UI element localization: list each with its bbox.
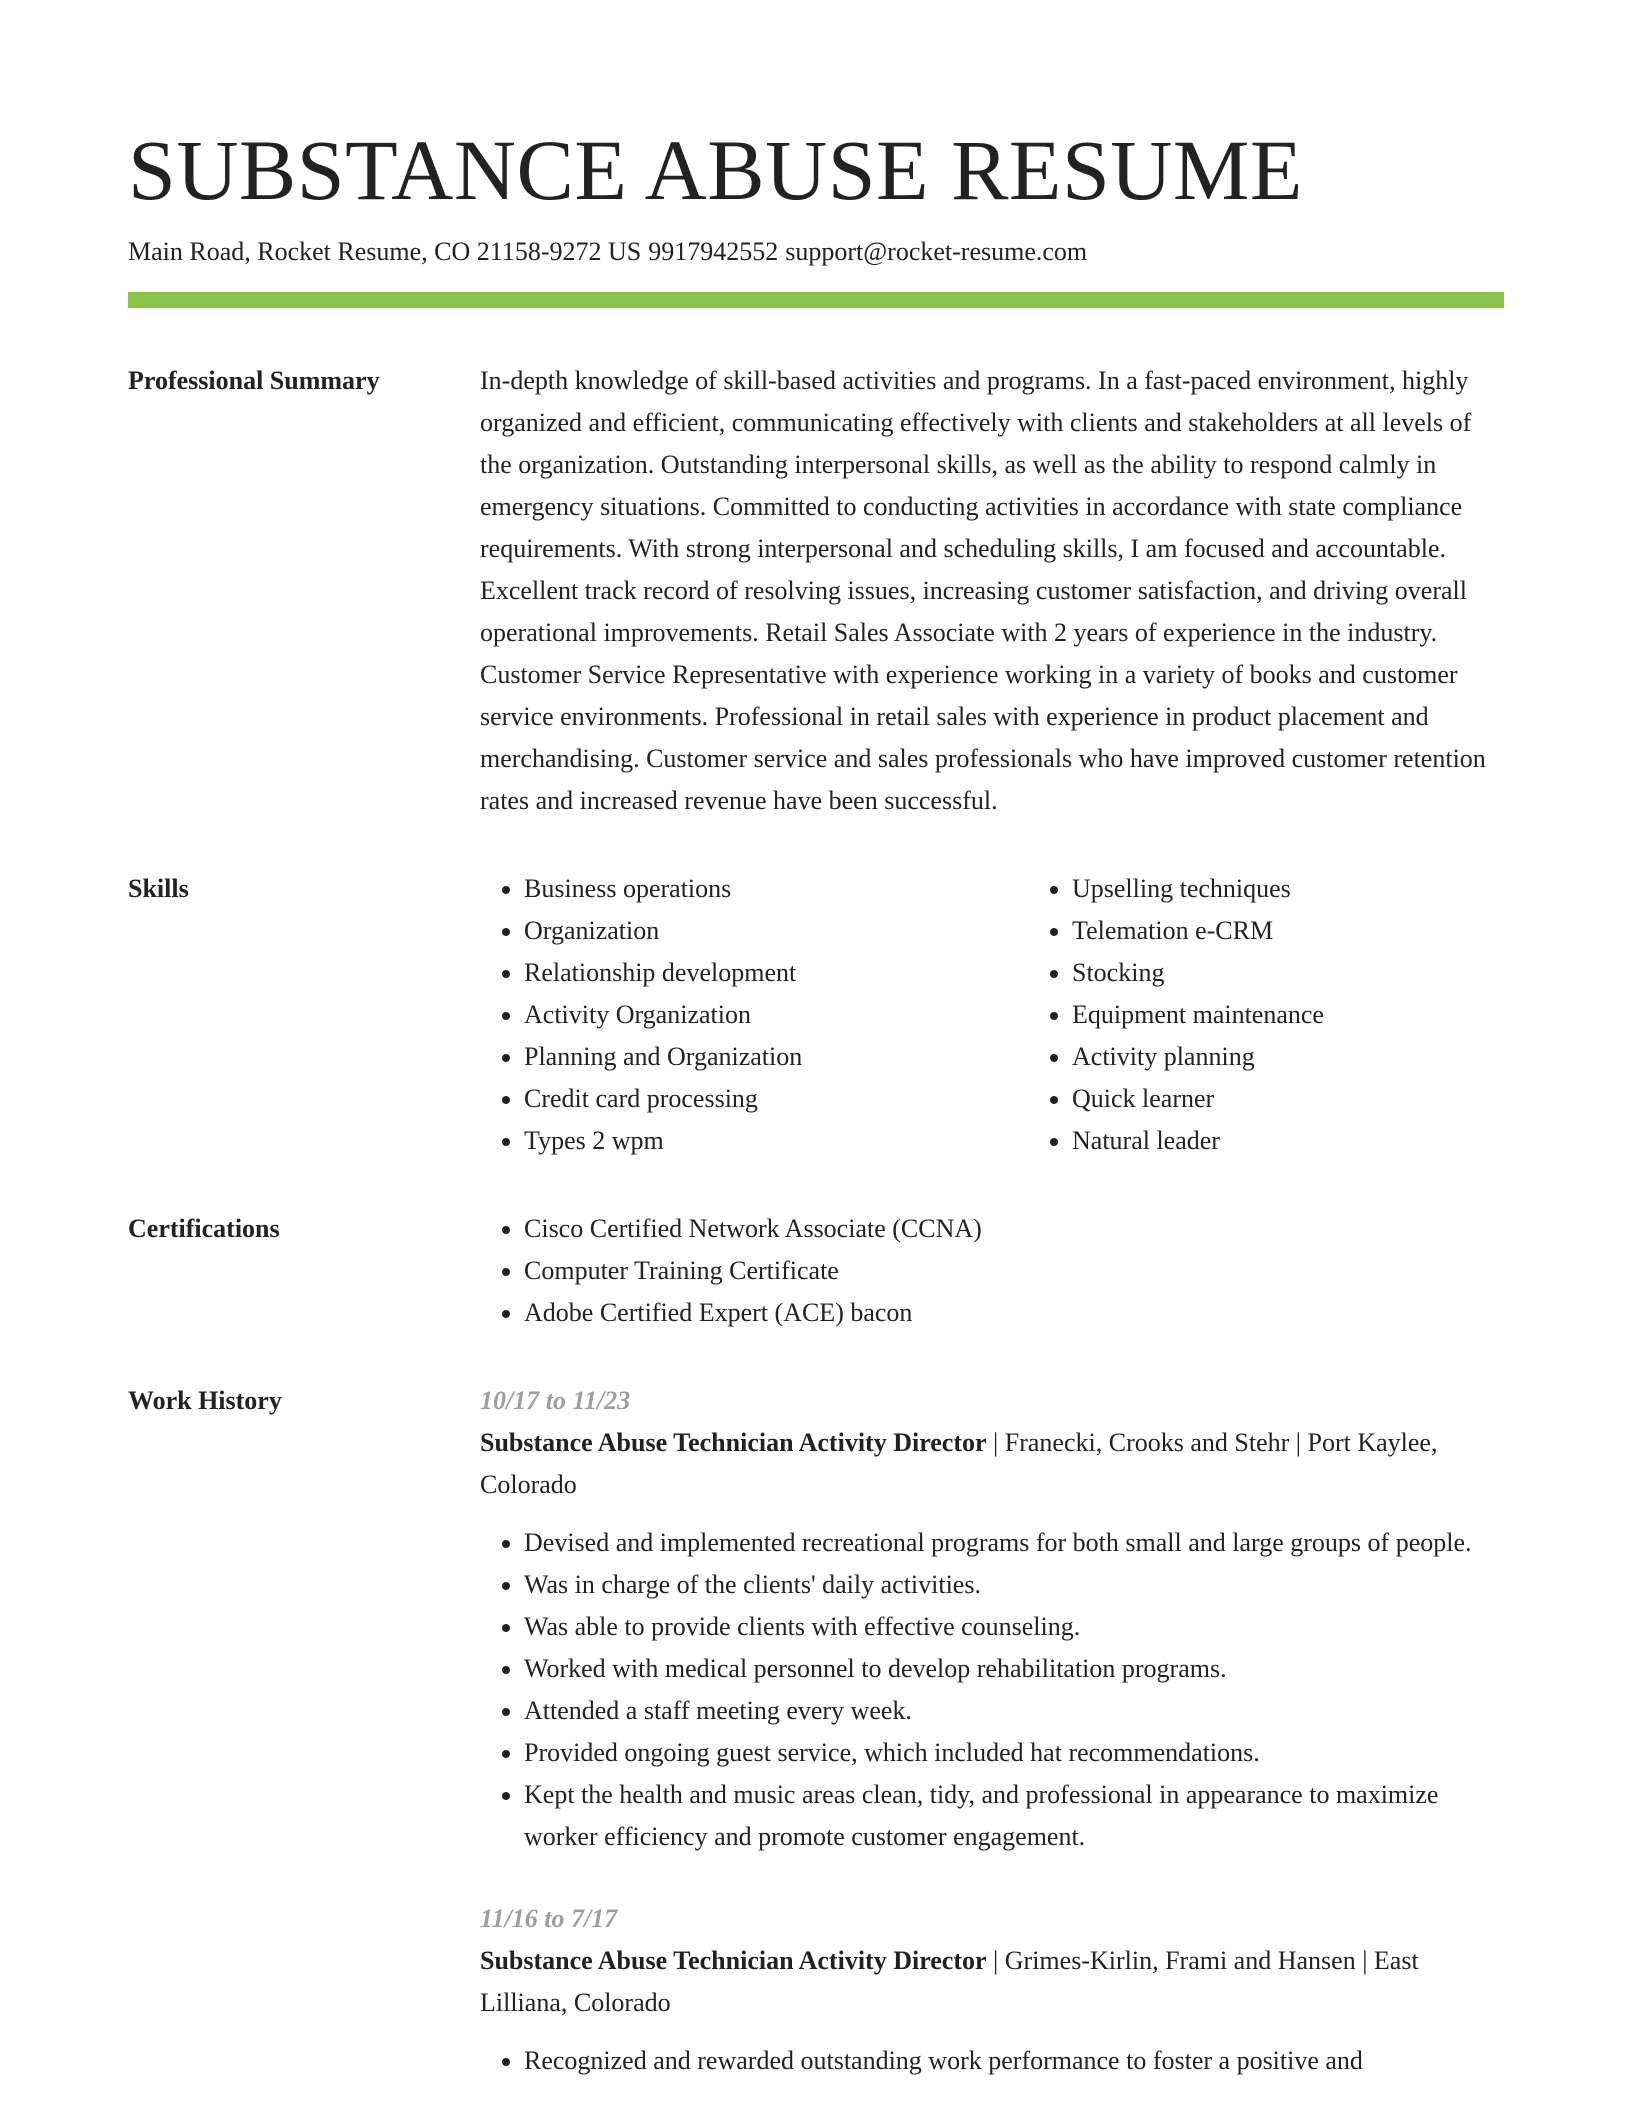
job-bullets <box>480 1522 1504 1858</box>
job-heading <box>480 1422 1504 1506</box>
header-divider <box>128 292 1504 308</box>
job-company: Grimes-Kirlin, Frami and Hansen <box>1004 1946 1356 1975</box>
job-dates: 10/17 to 11/23 <box>480 1386 631 1415</box>
job-bullet: • Was able to provide clients with effective counseling. <box>524 1606 1504 1648</box>
skill-item: • Planning and Organization <box>524 1036 1028 1078</box>
skill-item: • Natural leader <box>1072 1120 1504 1162</box>
certification-item: • Computer Training Certificate <box>524 1250 1504 1292</box>
job-bullet: • Devised and implemented recreational programs for both small and large groups of people. <box>524 1522 1504 1564</box>
skill-item: • Equipment maintenance <box>1072 994 1504 1036</box>
skill-item: • Upselling techniques <box>1072 868 1504 910</box>
job-separator: | <box>993 1946 999 1975</box>
job-entry <box>480 1898 1504 2082</box>
job-bullets <box>480 2040 1504 2082</box>
job-location: East Lilliana, Colorado <box>480 1946 1419 2017</box>
job-separator: | <box>1295 1428 1301 1457</box>
summary-section <box>128 360 1504 822</box>
skill-item: • Quick learner <box>1072 1078 1504 1120</box>
skills-section <box>128 868 1504 1162</box>
job-heading <box>480 1940 1504 2024</box>
contact-line <box>128 234 1504 270</box>
certification-item: • Adobe Certified Expert (ACE) bacon <box>524 1292 1504 1334</box>
skills-title: Skills <box>128 874 189 903</box>
skill-item: • Relationship development <box>524 952 1028 994</box>
contact-address: Main Road, Rocket Resume, CO 21158-9272 US <box>128 237 642 266</box>
contact-email: support@rocket-resume.com <box>785 237 1088 266</box>
certifications-section <box>128 1208 1504 1334</box>
skills-list-right <box>1028 868 1504 1162</box>
resume-page <box>128 118 1504 2122</box>
skill-item: • Credit card processing <box>524 1078 1028 1120</box>
job-location: Port Kaylee, Colorado <box>480 1428 1438 1499</box>
job-bullet: • Was in charge of the clients' daily activities. <box>524 1564 1504 1606</box>
contact-phone: 9917942552 <box>648 237 779 266</box>
job-bullet: • Kept the health and music areas clean, tidy, and professional in appearance to maximize worker efficiency and promote customer engagement. <box>524 1774 1504 1858</box>
skill-item: • Activity planning <box>1072 1036 1504 1078</box>
job-bullet: • Worked with medical personnel to develop rehabilitation programs. <box>524 1648 1504 1690</box>
work-history-section <box>128 1380 1504 2122</box>
job-entry <box>480 1380 1504 1858</box>
job-dates: 11/16 to 7/17 <box>480 1904 618 1933</box>
resume-name: SUBSTANCE ABUSE RESUME <box>128 122 1303 218</box>
job-separator: | <box>993 1428 999 1457</box>
job-bullet: • Attended a staff meeting every week. <box>524 1690 1504 1732</box>
certification-item: • Cisco Certified Network Associate (CCNA) <box>524 1208 1504 1250</box>
skill-item: • Activity Organization <box>524 994 1028 1036</box>
skills-list-left <box>480 868 1028 1162</box>
job-bullet: • Recognized and rewarded outstanding work performance to foster a positive and <box>524 2040 1504 2082</box>
job-title: Substance Abuse Technician Activity Director <box>480 1428 987 1457</box>
skill-item: • Telemation e-CRM <box>1072 910 1504 952</box>
work-history-title: Work History <box>128 1386 282 1415</box>
skill-item: • Organization <box>524 910 1028 952</box>
job-separator: | <box>1362 1946 1368 1975</box>
certifications-title: Certifications <box>128 1214 280 1243</box>
summary-text: In-depth knowledge of skill-based activities and programs. In a fast-paced environment, highly organized and efficient, communicating effectively with clients and stakeholders at all levels of the organization. Outstanding interpersonal skills, as well as the ability to respond calmly in emergency situations. Committed to conducting activities in accordance with state compliance requirements. With strong interpersonal and scheduling skills, I am focused and accountable. Excellent track record of resolving issues, increasing customer satisfaction, and driving overall operational improvements. Retail Sales Associate with 2 years of experience in the industry. Customer Service Representative with experience working in a variety of books and customer service environments. Professional in retail sales with experience in product placement and merchandising. Customer service and sales professionals who have improved customer retention rates and increased revenue have been successful. <box>480 366 1486 815</box>
job-company: Franecki, Crooks and Stehr <box>1004 1428 1290 1457</box>
job-bullet: • Provided ongoing guest service, which included hat recommendations. <box>524 1732 1504 1774</box>
skill-item: • Business operations <box>524 868 1028 910</box>
summary-title: Professional Summary <box>128 366 380 395</box>
skill-item: • Stocking <box>1072 952 1504 994</box>
skill-item: • Types 2 wpm <box>524 1120 1028 1162</box>
job-title: Substance Abuse Technician Activity Director <box>480 1946 987 1975</box>
certifications-list <box>480 1208 1504 1334</box>
